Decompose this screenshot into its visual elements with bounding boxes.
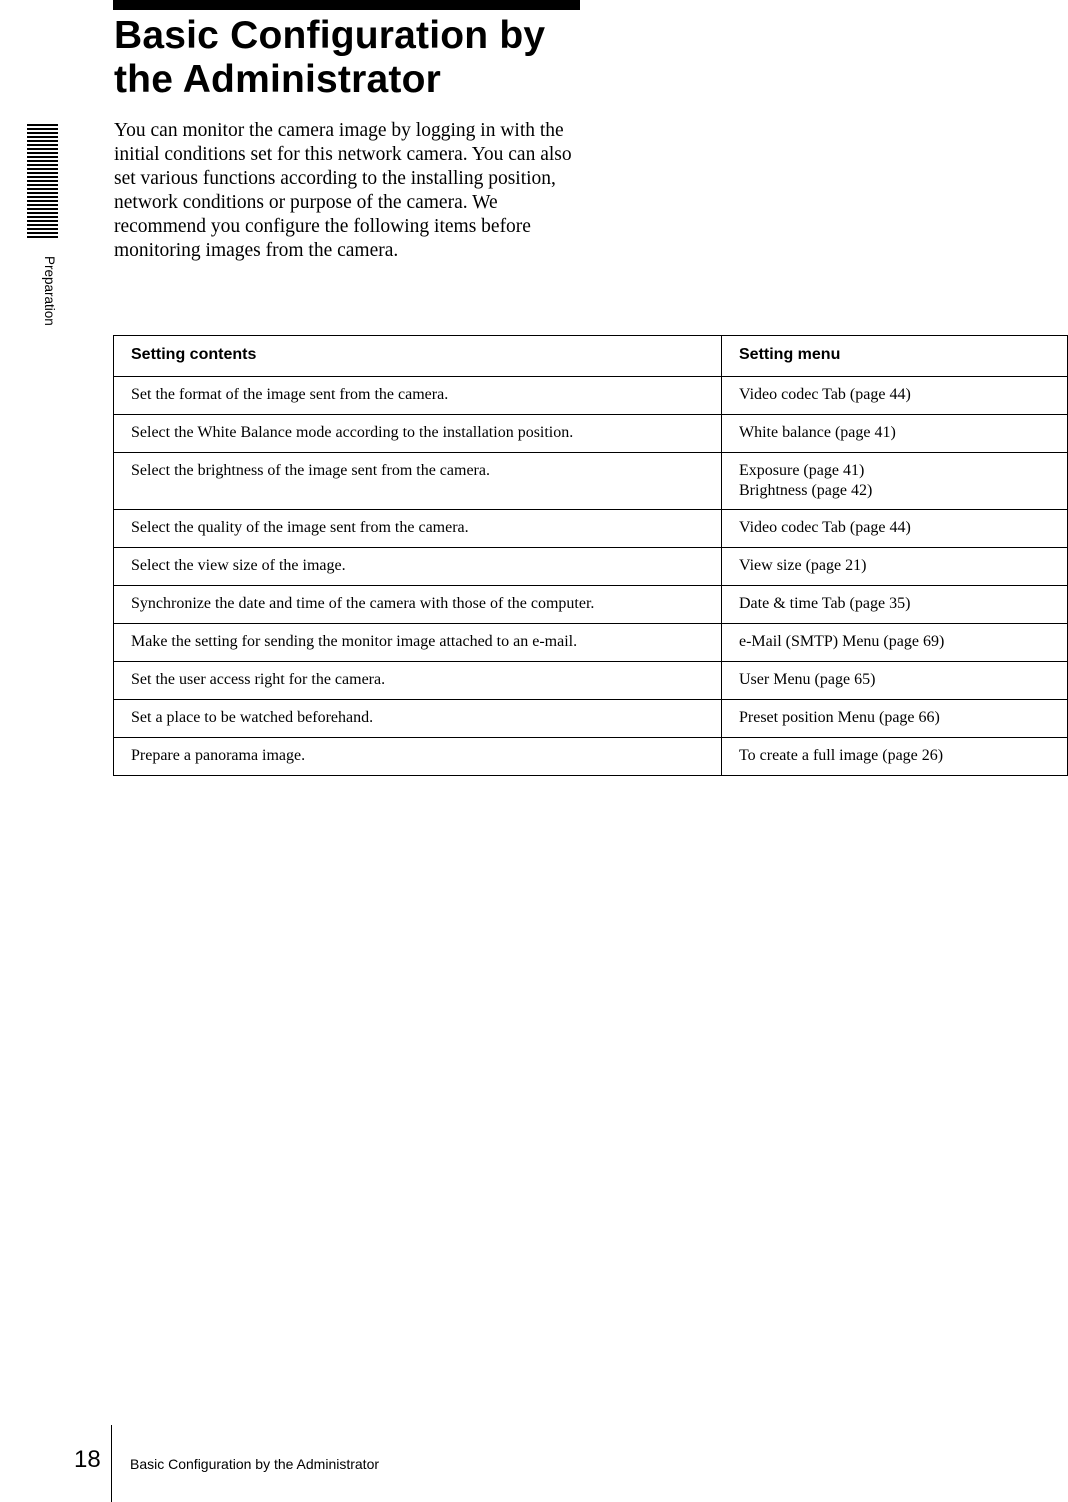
setting-menu-link: White balance (page 41) xyxy=(739,424,896,441)
page-title-line-2: the Administrator xyxy=(114,58,441,101)
setting-contents-cell: Set the user access right for the camera. xyxy=(114,662,722,700)
setting-contents-cell: Set the format of the image sent from the camera. xyxy=(114,377,722,415)
table-row xyxy=(114,510,1068,548)
title-rule xyxy=(113,0,580,10)
table-row xyxy=(114,662,1068,700)
setting-menu-cell xyxy=(722,510,1068,548)
setting-contents-cell: Synchronize the date and time of the camera with those of the computer. xyxy=(114,586,722,624)
setting-contents-cell: Prepare a panorama image. xyxy=(114,738,722,776)
setting-menu-cell xyxy=(722,700,1068,738)
table-row xyxy=(114,700,1068,738)
setting-contents-cell: Make the setting for sending the monitor image attached to an e-mail. xyxy=(114,624,722,662)
setting-menu-cell xyxy=(722,624,1068,662)
table-header-row xyxy=(114,336,1068,377)
setting-menu-cell xyxy=(722,415,1068,453)
intro-paragraph: You can monitor the camera image by logging in with the initial conditions set for this network camera. You can also set various functions according to the installing position, network conditions or purpose of the camera. We recommend you configure the following items before monitoring images from the camera. xyxy=(114,120,572,261)
setting-menu-cell xyxy=(722,548,1068,586)
setting-menu-cell xyxy=(722,586,1068,624)
setting-menu-cell xyxy=(722,453,1068,510)
side-tab-marker xyxy=(27,124,58,240)
page-title-line-1: Basic Configuration by xyxy=(114,14,546,57)
table-row xyxy=(114,624,1068,662)
header-setting-contents: Setting contents xyxy=(114,336,722,377)
setting-menu-link: Preset position Menu (page 66) xyxy=(739,709,940,726)
table-row xyxy=(114,586,1068,624)
header-setting-menu: Setting menu xyxy=(722,336,1068,377)
setting-menu-link: Video codec Tab (page 44) xyxy=(739,386,911,403)
table-row xyxy=(114,548,1068,586)
table-row xyxy=(114,415,1068,453)
setting-menu-link: To create a full image (page 26) xyxy=(739,747,944,764)
setting-menu-link: Exposure (page 41) xyxy=(739,462,865,479)
side-tab-label: Preparation xyxy=(42,256,57,326)
setting-menu-link: Video codec Tab (page 44) xyxy=(739,519,911,536)
page-number: 18 xyxy=(74,1446,101,1473)
setting-menu-cell xyxy=(722,377,1068,415)
table-row xyxy=(114,738,1068,776)
footer-section-title: Basic Configuration by the Administrator xyxy=(130,1456,380,1472)
setting-menu-cell xyxy=(722,662,1068,700)
setting-contents-cell: Select the quality of the image sent from the camera. xyxy=(114,510,722,548)
setting-menu-link: e-Mail (SMTP) Menu (page 69) xyxy=(739,633,945,650)
setting-menu-link: View size (page 21) xyxy=(739,557,867,574)
setting-menu-link: Brightness (page 42) xyxy=(739,482,873,499)
setting-menu-link: Date & time Tab (page 35) xyxy=(739,595,911,612)
settings-table xyxy=(113,335,1068,776)
setting-contents-cell: Select the brightness of the image sent from the camera. xyxy=(114,453,722,510)
setting-contents-cell: Select the White Balance mode according to the installation position. xyxy=(114,415,722,453)
footer-rule xyxy=(111,1425,112,1502)
setting-contents-cell: Select the view size of the image. xyxy=(114,548,722,586)
table-row xyxy=(114,377,1068,415)
page-title xyxy=(114,14,634,102)
table-row xyxy=(114,453,1068,510)
setting-menu-cell xyxy=(722,738,1068,776)
setting-menu-link: User Menu (page 65) xyxy=(739,671,876,688)
setting-contents-cell: Set a place to be watched beforehand. xyxy=(114,700,722,738)
